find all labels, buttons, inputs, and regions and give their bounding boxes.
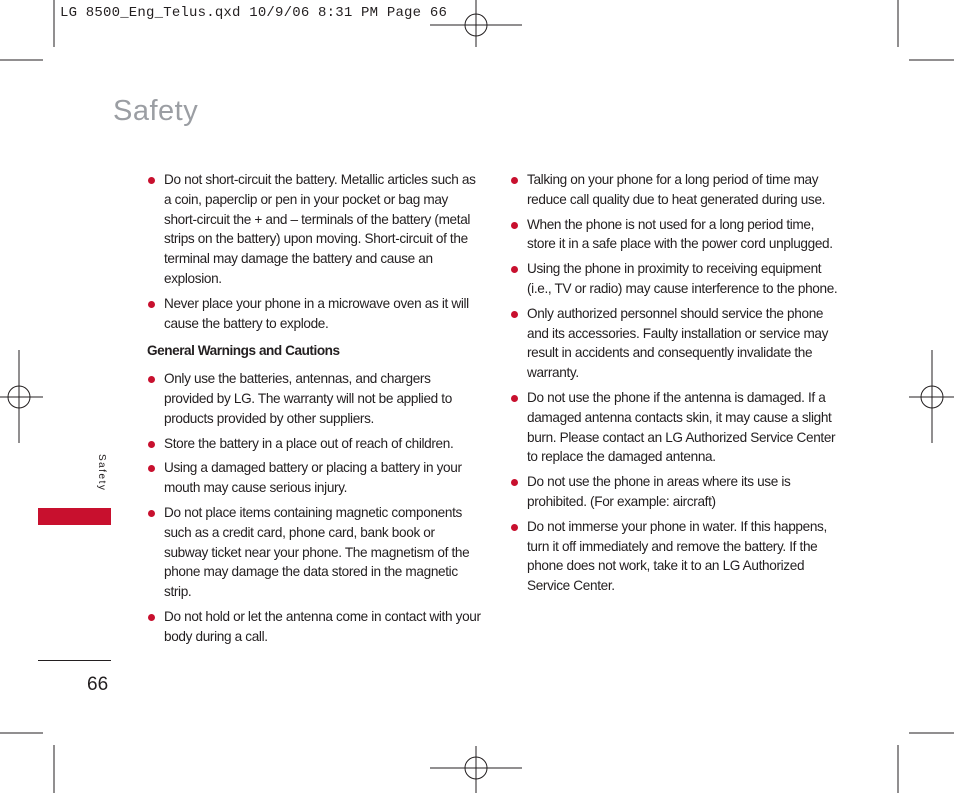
list-item [510, 259, 845, 299]
crop-mark-bottom-right [898, 733, 954, 793]
bullet-icon [148, 465, 155, 472]
bullet-icon [511, 266, 518, 273]
cautions-bullet-list [510, 170, 845, 596]
list-item-text: Only authorized personnel should service the phone and its accessories. Faulty installation or service may result in accidents and consequently invalidate the warranty. [527, 305, 829, 381]
left-column [147, 170, 482, 652]
list-item [147, 458, 482, 498]
bullet-icon [148, 177, 155, 184]
crop-mark-top-left [0, 0, 54, 60]
section-tab-bar [38, 508, 111, 525]
registration-mark-bottom [430, 746, 522, 793]
list-item-text: Do not hold or let the antenna come in contact with your body during a call. [164, 608, 481, 644]
footer-divider [38, 660, 111, 661]
list-item-text: Store the battery in a place out of reach of children. [164, 435, 454, 451]
bullet-icon [511, 479, 518, 486]
bullet-icon [148, 376, 155, 383]
bullet-icon [511, 222, 518, 229]
section-heading: General Warnings and Cautions [147, 343, 340, 359]
registration-mark-top [430, 0, 522, 47]
list-item [510, 215, 845, 255]
bullet-icon [511, 395, 518, 402]
list-item-text: Do not use the phone if the antenna is damaged. If a damaged antenna contacts skin, it may cause a slight burn. Please contact an LG Authorized Service Center to replace the damaged antenna. [527, 389, 836, 465]
crop-mark-bottom-left [0, 733, 54, 793]
list-item-text: Do not immerse your phone in water. If this happens, turn it off immediately and remove the battery. If the phone does not work, take it to an LG Authorized Service Center. [527, 518, 827, 594]
list-item [510, 388, 845, 467]
registration-mark-left [0, 350, 43, 443]
list-item [147, 170, 482, 289]
list-item-text: When the phone is not used for a long period time, store it in a safe place with the power cord unplugged. [527, 216, 833, 252]
bullet-icon [148, 614, 155, 621]
list-item [147, 607, 482, 647]
page-title: Safety [113, 95, 199, 127]
list-item-text: Never place your phone in a microwave oven as it will cause the battery to explode. [164, 295, 469, 331]
bullet-icon [511, 311, 518, 318]
list-item-text: Do not place items containing magnetic components such as a credit card, phone card, bank book or subway ticket near your phone. The magnetism of the phone may damage the data stored in the magnetic strip. [164, 504, 470, 600]
list-item-text: Do not short-circuit the battery. Metallic articles such as a coin, paperclip or pen in your pocket or bag may short-circuit the + and – terminals of the battery (metal strips on the battery) upon moving. Short-circuit of the terminal may damage the battery and cause an explosion. [164, 172, 476, 286]
list-item [510, 472, 845, 512]
list-item [510, 304, 845, 383]
section-tab-label: Safety [96, 454, 107, 492]
list-item [147, 434, 482, 454]
registration-mark-right [909, 350, 954, 443]
list-item [147, 294, 482, 334]
bullet-icon [511, 524, 518, 531]
page-number: 66 [87, 674, 109, 695]
list-item [510, 170, 845, 210]
list-item [510, 517, 845, 596]
list-item-text: Using a damaged battery or placing a battery in your mouth may cause serious injury. [164, 460, 462, 496]
bullet-icon [148, 441, 155, 448]
list-item-text: Talking on your phone for a long period of time may reduce call quality due to heat generated during use. [527, 172, 826, 207]
list-item [147, 503, 482, 602]
list-item [147, 369, 482, 428]
intro-bullet-list [147, 170, 482, 333]
right-column [510, 170, 845, 601]
bullet-icon [148, 301, 155, 308]
warnings-bullet-list [147, 369, 482, 646]
crop-mark-top-right [898, 0, 954, 60]
list-item-text: Only use the batteries, antennas, and chargers provided by LG. The warranty will not be applied to products provided by other suppliers. [164, 371, 452, 426]
bullet-icon [148, 510, 155, 517]
list-item-text: Using the phone in proximity to receiving equipment (i.e., TV or radio) may cause interference to the phone. [527, 261, 838, 296]
bullet-icon [511, 177, 518, 184]
list-item-text: Do not use the phone in areas where its use is prohibited. (For example: aircraft) [527, 474, 791, 509]
print-slug: LG 8500_Eng_Telus.qxd 10/9/06 8:31 PM Page 66 [60, 5, 448, 21]
